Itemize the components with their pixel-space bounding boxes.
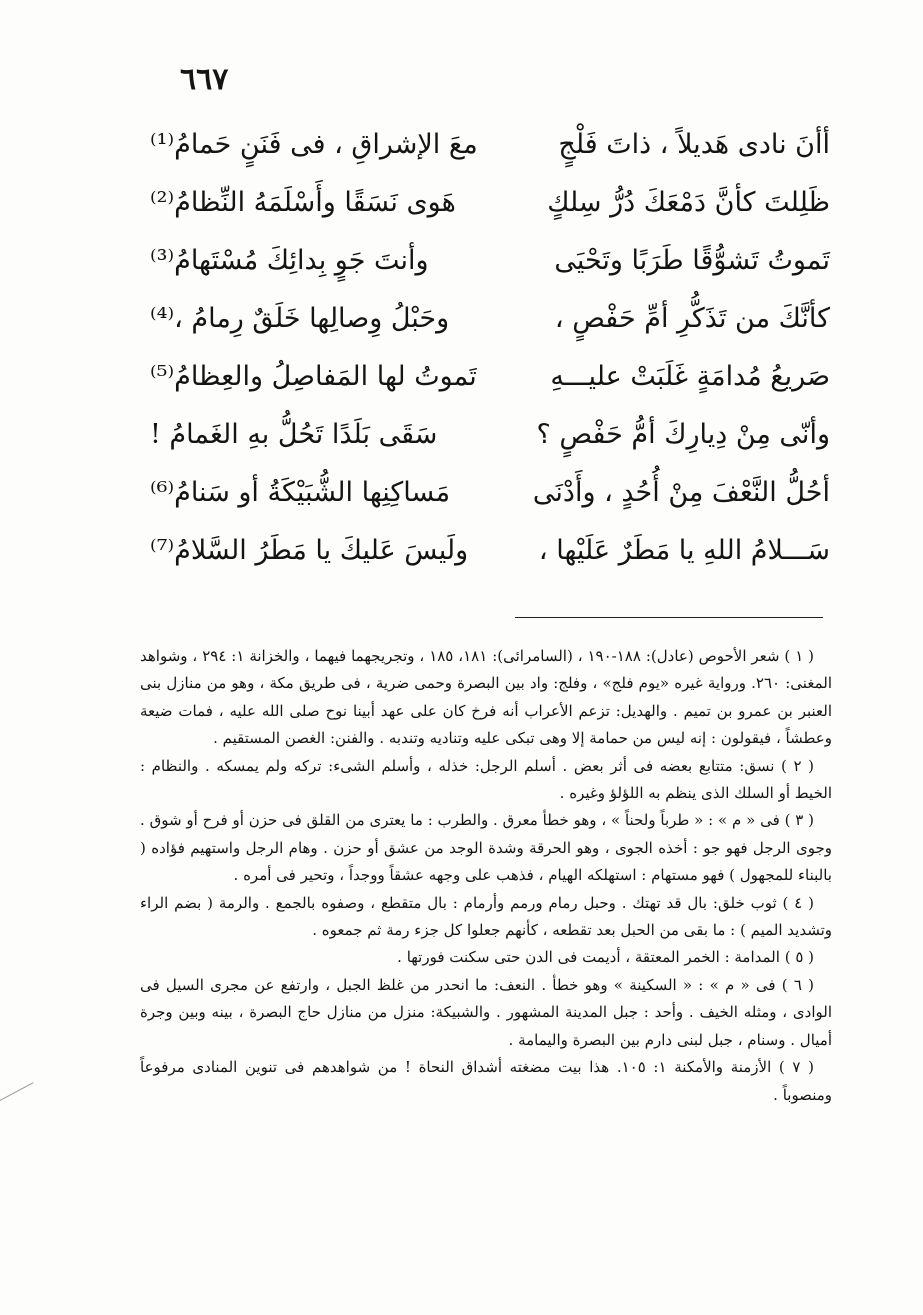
footnote: ( ٥ ) المدامة : الخمر المعتقة ، أديمت فى الدن حتى سكنت فورتها . [397,948,814,967]
first-hemistich: كأنَّكَ من تَذَكُّرِ أمِّ حَفْصٍ ، [554,302,830,334]
verse [150,405,830,463]
first-hemistich: ظَلِلتَ كأنَّ دَمْعَكَ دُرُّ سِلكٍ [547,186,830,218]
page-number: ٦٦٧ [180,62,229,97]
second-hemistich: تَموتُ لها المَفاصِلُ والعِظامُ⁽⁵⁾ [150,360,477,392]
poem [150,115,830,579]
footnote: ( ٣ ) فى « م » : « طرباً ولحناً » ، وهو خطأ معرق . والطرب : ما يعترى من القلق فى حزن أو فرح أو شوق . وجوى الرجل فهو جو : أخذه الجوى ، وهو الحرقة وشدة الوجد من عشق أو حزن . وهام الرجل واستهيم فؤاده ( بالبناء للمجهول ) فهو مستهام : استهلكه الهيام ، فذهب على وجهه عشقاً ووجداً ، وتحير فى أمره . [140,811,832,885]
footnote: ( ١ ) شعر الأحوص (عادل): ١٨٨-١٩٠ ، (السامرائى): ١٨١، ١٨٥ ، وتجريجهما فيهما ، والخزانة ١: ٢٩٤ ، وشواهد المغنى: ٢٦٠. ورواية غيره «يوم فلج» ، وفلج: واد بين البصرة وحمى ضرية ، فى طريق مكة ، وهو من منازل بنى العنبر بن عمرو بن تميم . والهديل: تزعم الأعراب أنه فرخ كان على عهد أبينا نوح صلى الله عليه ، فمات ضيعة وعطشاً ، فيقولون : إنه ليس من حمامة إلا وهى تبكى عليه وتناديه وتندبه . والفنن: الغصن المستقيم . [140,647,832,748]
footnote: ( ٦ ) فى « م » : « السكينة » وهو خطأ . النعف: ما انحدر من غلظ الجبل ، وارتفع عن مجرى السيل فى الوادى ، ومثله الخيف . وأحد : جبل المدينة المشهور . والشبيكة: منزل من منازل حاج البصرة ، بينه وبين وجرة أميال . وسنام ، جبل لبنى دارم بين البصرة واليمامة . [140,975,832,1049]
footnote: ( ٢ ) نسق: متتابع بعضه فى أثر بعض . أسلم الرجل: خذله ، وأسلم الشىء: تركه ولم يمسكه . والنظام : الخيط أو السلك الذى ينظم به اللؤلؤ وغيره . [140,756,832,803]
second-hemistich: وحَبْلُ وِصالِها خَلَقٌ رِمامُ ،⁽⁴⁾ [150,302,450,334]
footnote: ( ٤ ) ثوب خلق: بال قد تهتك . وحبل رمام ورمم وأرمام : بال متقطع ، وصفوه بالجمع . والرمة ( بضم الراء وتشديد الميم ) : ما بقى من الحبل بعد تقطعه ، كأنهم جعلوا كل جزء رمة ثم جمعوه . [140,893,832,940]
footnote: ( ٧ ) الأزمنة والأمكنة ١: ١٠٥. هذا بيت مضغته أشداق النحاة ! من شواهدهم فى تنوين المنادى مرفوعاً ومنصوباً . [140,1058,832,1104]
footnote-divider [515,617,823,618]
verse [150,289,830,347]
second-hemistich: معَ الإشراقِ ، فى فَنَنٍ حَمامُ⁽¹⁾ [150,128,478,160]
verse [150,231,830,289]
first-hemistich: سَـــلامُ اللهِ يا مَطَرٌ عَلَيْها ، [538,534,830,566]
first-hemistich: صَريعُ مُدامَةٍ غَلَبَتْ عليـــهِ [550,360,830,392]
verse [150,115,830,173]
first-hemistich: أأنَ نادى هَديلاً ، ذاتَ فَلْجٍ [558,128,830,160]
second-hemistich: ولَيسَ عَليكَ يا مَطَرُ السَّلامُ⁽⁷⁾ [150,534,469,566]
verse [150,463,830,521]
verse [150,173,830,231]
first-hemistich: تَموتُ تَشوُّقًا طَرَبًا وتَحْيَى [554,244,830,276]
verse [150,347,830,405]
second-hemistich: وأنتَ جَوٍ بِدائِكَ مُسْتَهامُ⁽³⁾ [150,244,429,276]
second-hemistich: هَوى نَسَقًا وأَسْلَمَهُ النِّظامُ⁽²⁾ [150,186,456,218]
second-hemistich: مَساكِنِها الشُّبَيْكَةُ أو سَنامُ⁽⁶⁾ [150,476,451,508]
scan-mark [0,1082,34,1102]
first-hemistich: وأنّى مِنْ دِيارِكَ أمُّ حَفْصٍ ؟ [536,418,830,450]
footnotes [140,643,832,1109]
second-hemistich: سَقَى بَلَدًا تَحُلُّ بهِ الغَمامُ ! [150,418,438,450]
verse [150,521,830,579]
first-hemistich: أحُلُّ النَّعْفَ مِنْ أُحُدٍ ، وأَدْنَى [532,476,830,508]
